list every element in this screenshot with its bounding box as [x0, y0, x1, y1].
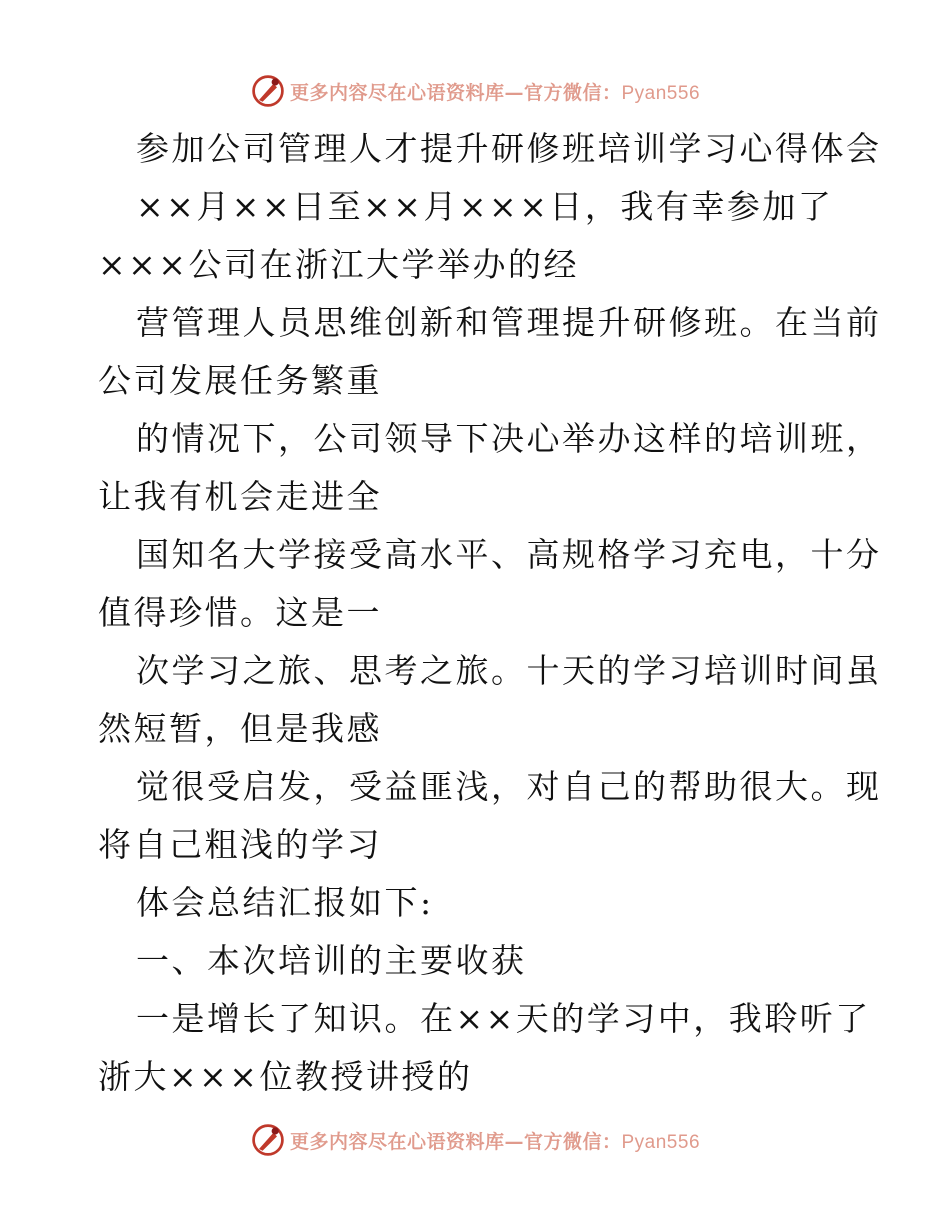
pen-logo-icon	[250, 73, 286, 109]
text-line: 公司发展任务繁重	[98, 361, 382, 400]
text-line: 一、本次培训的主要收获	[136, 941, 527, 980]
watermark-wechat-id: Pyan556	[621, 82, 701, 104]
watermark-text: 更多内容尽在心语资料库—官方微信：Pyan556	[289, 1130, 701, 1153]
text-line: 将自己粗浅的学习	[98, 825, 382, 864]
pen-logo-icon	[250, 1122, 286, 1158]
text-line: 觉很受启发，受益匪浅，对自己的帮助很大。现	[136, 767, 882, 806]
text-line: 值得珍惜。这是一	[98, 593, 382, 632]
header-watermark	[0, 71, 950, 111]
text-line: ××月××日至××月×××日，我有幸参加了	[136, 187, 834, 226]
text-line: 国知名大学接受高水平、高规格学习充电，十分	[136, 535, 882, 574]
watermark-wechat-id: Pyan556	[621, 1131, 701, 1153]
watermark-text: 更多内容尽在心语资料库—官方微信：Pyan556	[289, 81, 701, 104]
document-body	[98, 120, 882, 1106]
text-line: 浙大×××位教授讲授的	[98, 1057, 473, 1096]
text-line: 让我有机会走进全	[98, 477, 382, 516]
text-line: 营管理人员思维创新和管理提升研修班。在当前	[136, 303, 882, 342]
text-line: 次学习之旅、思考之旅。十天的学习培训时间虽	[136, 651, 882, 690]
text-line: 的情况下，公司领导下决心举办这样的培训班，	[136, 419, 882, 458]
text-line: 体会总结汇报如下:	[136, 883, 434, 922]
text-line: 一是增长了知识。在××天的学习中，我聆听了	[136, 999, 871, 1038]
footer-watermark	[0, 1120, 950, 1160]
text-line: 然短暂，但是我感	[98, 709, 382, 748]
text-line: ×××公司在浙江大学举办的经	[98, 245, 579, 284]
text-line: 参加公司管理人才提升研修班培训学习心得体会	[136, 129, 882, 168]
